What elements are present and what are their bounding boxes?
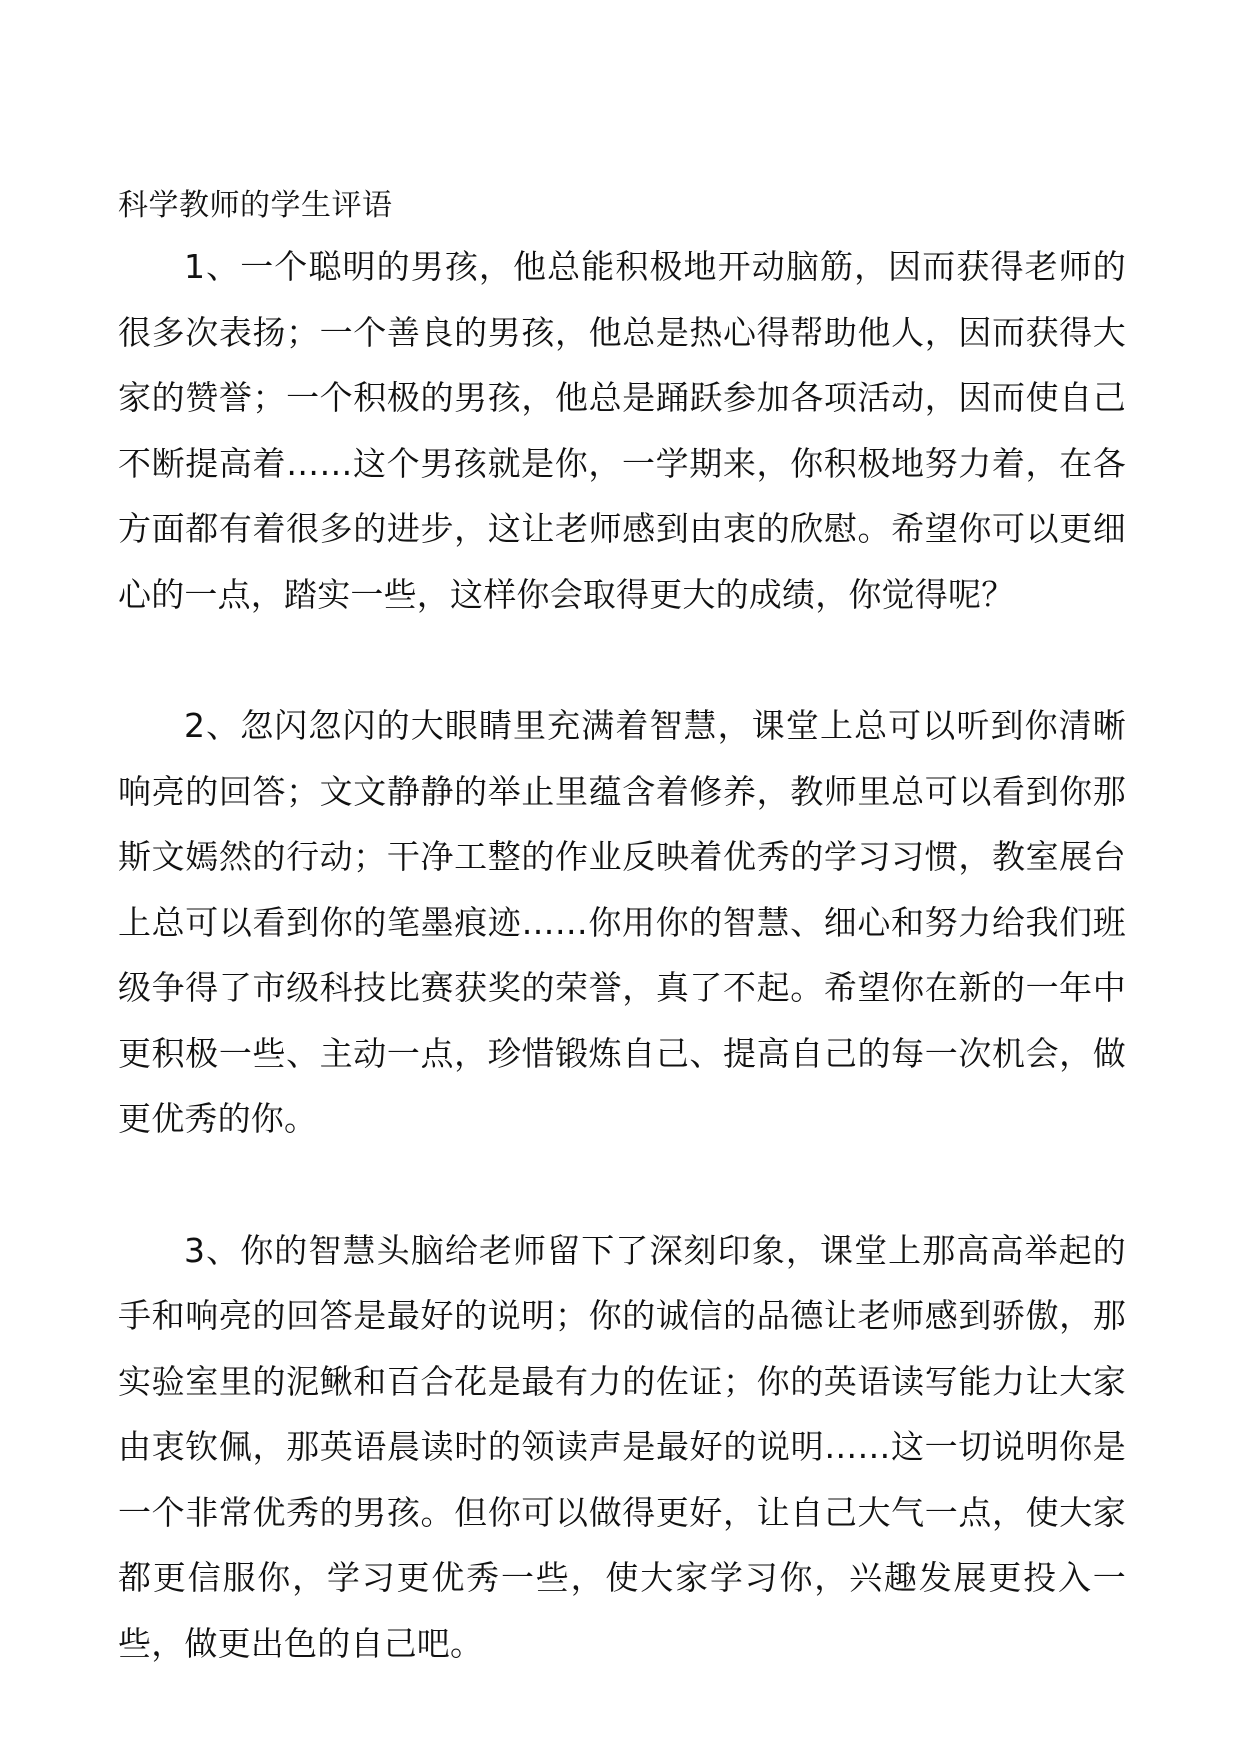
paragraph-spacer xyxy=(118,627,1126,693)
comment-paragraph-1: 1、一个聪明的男孩，他总能积极地开动脑筋，因而获得老师的很多次表扬；一个善良的男孩，他总是热心得帮助他人，因而获得大家的赞誉；一个积极的男孩，他总是踊跃参加各项活动，因而使自己不断提高着……这个男孩就是你，一学期来，你积极地努力着，在各方面都有着很多的进步，这让老师感到由衷的欣慰。希望你可以更细心的一点，踏实一些，这样你会取得更大的成绩，你觉得呢？ xyxy=(118,247,1126,614)
document-title: 科学教师的学生评语 xyxy=(118,188,393,223)
paragraph-spacer xyxy=(118,1152,1126,1218)
comment-paragraph-3: 3、你的智慧头脑给老师留下了深刻印象，课堂上那高高举起的手和响亮的回答是最好的说明；你的诚信的品德让老师感到骄傲，那实验室里的泥鳅和百合花是最有力的佐证；你的英语读写能力让大家由衷钦佩，那英语晨读时的领读声是最好的说明……这一切说明你是一个非常优秀的男孩。但你可以做得更好，让自己大气一点，使大家都更信服你，学习更优秀一些，使大家学习你，兴趣发展更投入一些，做更出色的自己吧。 xyxy=(118,1230,1126,1663)
comment-paragraph-2: 2、忽闪忽闪的大眼睛里充满着智慧，课堂上总可以听到你清晰响亮的回答；文文静静的举止里蕴含着修养，教师里总可以看到你那斯文嫣然的行动；干净工整的作业反映着优秀的学习习惯，教室展台上总可以看到你的笔墨痕迹……你用你的智慧、细心和努力给我们班级争得了市级科技比赛获奖的荣誉，真了不起。希望你在新的一年中更积极一些、主动一点，珍惜锻炼自己、提高自己的每一次机会，做更优秀的你。 xyxy=(118,706,1126,1138)
document-body xyxy=(118,186,1126,1676)
